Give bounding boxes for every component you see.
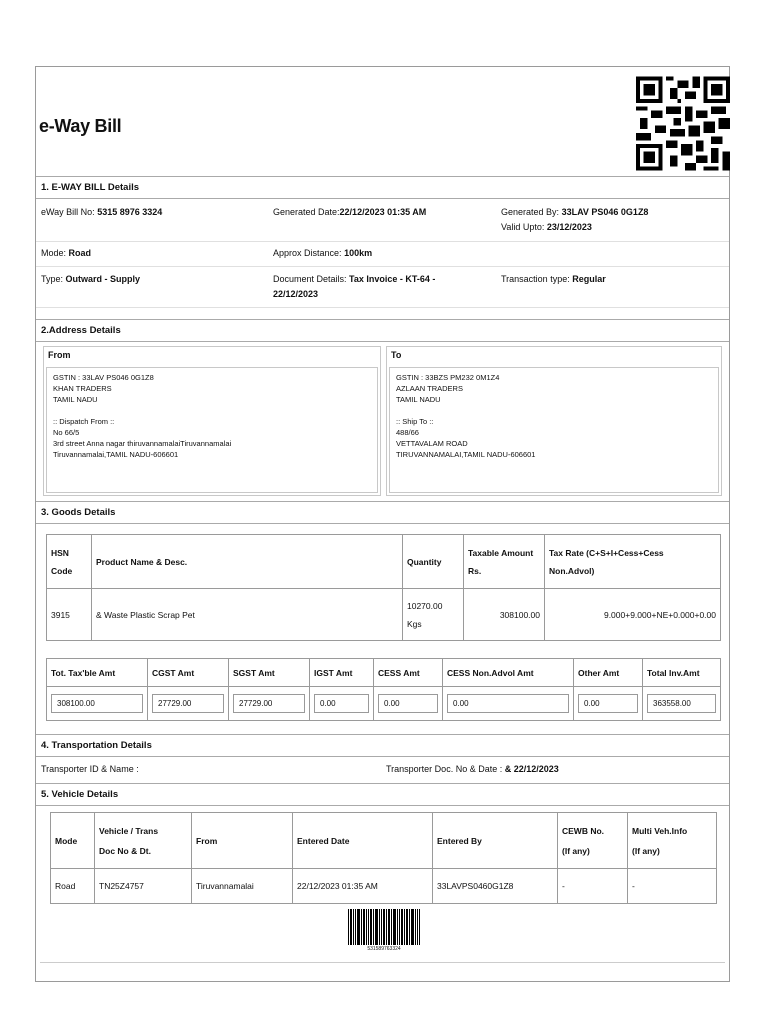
total-label-cess: CESS Amt xyxy=(374,659,443,687)
vehicle-header-by: Entered By xyxy=(433,813,558,869)
generated-date: Generated Date:22/12/2023 01:35 AM xyxy=(273,207,427,217)
document-details: Document Details: Tax Invoice - KT-64 - xyxy=(273,274,436,284)
total-label-invoice: Total Inv.Amt xyxy=(643,659,721,687)
page-title: e-Way Bill xyxy=(39,116,122,136)
total-label-igst: IGST Amt xyxy=(310,659,374,687)
vehicle-header-date: Entered Date xyxy=(293,813,433,869)
total-value-cgst: 27729.00 xyxy=(152,694,224,713)
eway-bill-number: eWay Bill No: 5315 8976 3324 xyxy=(41,207,163,217)
vehicle-header-cewb: CEWB No. (If any) xyxy=(558,813,628,869)
section-transport-heading: 4. Transportation Details xyxy=(36,734,729,757)
address-to-label: To xyxy=(391,350,402,360)
transporter-id: Transporter ID & Name : xyxy=(41,764,139,774)
section-eway-details-heading: 1. E-WAY BILL Details xyxy=(36,176,729,199)
totals-table xyxy=(46,658,721,721)
total-value-other: 0.00 xyxy=(578,694,638,713)
table-row xyxy=(47,589,721,641)
approx-distance: Approx Distance: 100km xyxy=(273,248,373,258)
valid-upto: Valid Upto: 23/12/2023 xyxy=(501,222,592,232)
section-vehicle-heading: 5. Vehicle Details xyxy=(36,783,729,806)
goods-header-hsn: HSN Code xyxy=(47,535,92,589)
vehicle-header-from: From xyxy=(192,813,293,869)
address-from-text[interactable]: GSTIN : 33LAV PS046 0G1Z8 KHAN TRADERS TAMIL NADU :: Dispatch From :: No 66/5 3rd street Anna nagar thiruvannamalaiTiruvannamalai Tiruvannamalai,TAMIL NADU-606601 xyxy=(46,367,378,493)
qr-code-icon xyxy=(636,76,730,171)
total-value-invoice: 363558.00 xyxy=(647,694,716,713)
eway-bill-page xyxy=(35,66,730,982)
document-date: 22/12/2023 xyxy=(273,289,319,299)
goods-hsn: 3915 xyxy=(47,589,92,641)
vehicle-entered-by: 33LAVPS0460G1Z8 xyxy=(433,869,558,904)
goods-table xyxy=(46,534,721,641)
goods-header-taxable: Taxable Amount Rs. xyxy=(464,535,545,589)
vehicle-multi: - xyxy=(628,869,717,904)
vehicle-cewb: - xyxy=(558,869,628,904)
section-goods-heading: 3. Goods Details xyxy=(36,501,729,524)
barcode-icon xyxy=(348,909,420,945)
generated-by: Generated By: 33LAV PS046 0G1Z8 xyxy=(501,207,649,217)
section-address-heading: 2.Address Details xyxy=(36,319,729,342)
address-to-text[interactable]: GSTIN : 33BZS PM232 0M1Z4 AZLAAN TRADERS TAMIL NADU :: Ship To :: 488/66 VETTAVALAM ROAD TIRUVANNAMALAI,TAMIL NADU-606601 xyxy=(389,367,719,493)
total-value-sgst: 27729.00 xyxy=(233,694,305,713)
vehicle-header-vehicle: Vehicle / Trans Doc No & Dt. xyxy=(95,813,192,869)
goods-header-product: Product Name & Desc. xyxy=(92,535,403,589)
table-row xyxy=(47,687,721,721)
vehicle-number: TN25Z4757 xyxy=(95,869,192,904)
vehicle-entered-date: 22/12/2023 01:35 AM xyxy=(293,869,433,904)
table-row xyxy=(51,869,717,904)
vehicle-from: Tiruvannamalai xyxy=(192,869,293,904)
total-value-cess: 0.00 xyxy=(378,694,438,713)
supply-type: Type: Outward - Supply xyxy=(41,274,141,284)
goods-taxable: 308100.00 xyxy=(464,589,545,641)
total-label-other: Other Amt xyxy=(574,659,643,687)
address-to-box xyxy=(386,346,722,496)
total-label-sgst: SGST Amt xyxy=(229,659,310,687)
vehicle-mode: Road xyxy=(51,869,95,904)
transaction-type: Transaction type: Regular xyxy=(501,274,606,284)
total-value-cess-nonadvol: 0.00 xyxy=(447,694,569,713)
total-value-taxable: 308100.00 xyxy=(51,694,143,713)
transport-mode: Mode: Road xyxy=(41,248,92,258)
vehicle-header-multi: Multi Veh.Info (If any) xyxy=(628,813,717,869)
total-label-taxable: Tot. Tax'ble Amt xyxy=(47,659,148,687)
vehicle-header-mode: Mode xyxy=(51,813,95,869)
goods-header-quantity: Quantity xyxy=(403,535,464,589)
total-label-cess-nonadvol: CESS Non.Advol Amt xyxy=(443,659,574,687)
barcode-number: 531589763324 xyxy=(367,946,401,952)
goods-header-tax-rate: Tax Rate (C+S+I+Cess+Cess Non.Advol) xyxy=(545,535,721,589)
total-value-igst: 0.00 xyxy=(314,694,369,713)
goods-quantity: 10270.00 Kgs xyxy=(403,589,464,641)
goods-product: & Waste Plastic Scrap Pet xyxy=(92,589,403,641)
goods-tax-rate: 9.000+9.000+NE+0.000+0.00 xyxy=(545,589,721,641)
total-label-cgst: CGST Amt xyxy=(148,659,229,687)
vehicle-table xyxy=(50,812,717,904)
address-from-label: From xyxy=(48,350,71,360)
address-from-box xyxy=(43,346,381,496)
transporter-doc: Transporter Doc. No & Date : & 22/12/2023 xyxy=(386,764,559,774)
